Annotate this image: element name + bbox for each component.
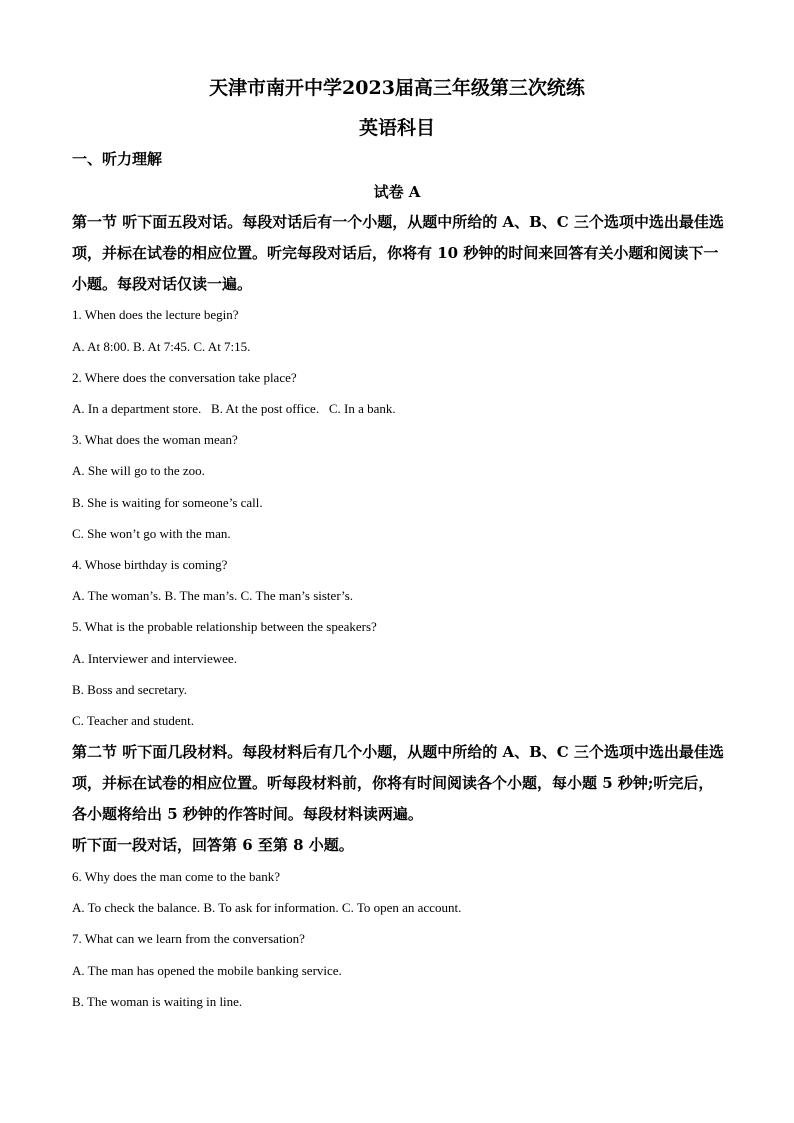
question-7-option-b: B. The woman is waiting in line. (72, 994, 243, 1009)
paper-label: 试卷 A (373, 183, 421, 201)
question-3-option-b: B. She is waiting for someone’s call. (72, 495, 263, 510)
exam-title: 天津市南开中学2023届高三年级第三次统练 (209, 77, 585, 99)
part1-instructions: 第一节 听下面五段对话。每段对话后有一个小题，从题中所给的 A、B、C 三个选项中选出最佳选项，并标在试卷的相应位置。听完每段对话后，你将有 10 秒钟的时间来回答有关小题和阅读下一小题。每段对话仅读一遍。 (72, 213, 724, 293)
question-5-option-c: C. Teacher and student. (72, 713, 194, 728)
question-2-options: A. In a department store. B. At the post office. C. In a bank. (72, 401, 396, 416)
subject-title: 英语科目 (358, 117, 435, 139)
question-5-option-b: B. Boss and secretary. (72, 682, 188, 697)
question-3-option-a: A. She will go to the zoo. (72, 463, 205, 478)
question-4-options: A. The woman’s. B. The man’s. C. The man’s sister’s. (72, 588, 354, 603)
question-3-option-c: C. She won’t go with the man. (72, 526, 231, 541)
question-3: 3. What does the woman mean? (72, 432, 238, 447)
question-6: 6. Why does the man come to the bank? (72, 869, 281, 884)
question-1-options: A. At 8:00. B. At 7:45. C. At 7:15. (72, 339, 251, 354)
question-1: 1. When does the lecture begin? (72, 307, 239, 322)
question-7: 7. What can we learn from the conversation? (72, 931, 305, 946)
part2-instructions: 第二节 听下面几段材料。每段材料后有几个小题，从题中所给的 A、B、C 三个选项中选出最佳选项，并标在试卷的相应位置。听每段材料前，你将有时间阅读各个小题，每小题 5 秒钟;听完后，各小题将给出 5 秒钟的作答时间。每段材料读两遍。 (72, 743, 724, 823)
question-2: 2. Where does the conversation take place? (72, 370, 297, 385)
section-heading-listening: 一、听力理解 (72, 150, 163, 168)
question-7-option-a: A. The man has opened the mobile banking service. (72, 963, 342, 978)
question-4: 4. Whose birthday is coming? (72, 557, 228, 572)
part2-sub-instruction: 听下面一段对话，回答第 6 至第 8 小题。 (72, 836, 354, 854)
question-5: 5. What is the probable relationship between the speakers? (72, 619, 377, 634)
question-5-option-a: A. Interviewer and interviewee. (72, 651, 237, 666)
question-6-options: A. To check the balance. B. To ask for information. C. To open an account. (72, 900, 462, 915)
